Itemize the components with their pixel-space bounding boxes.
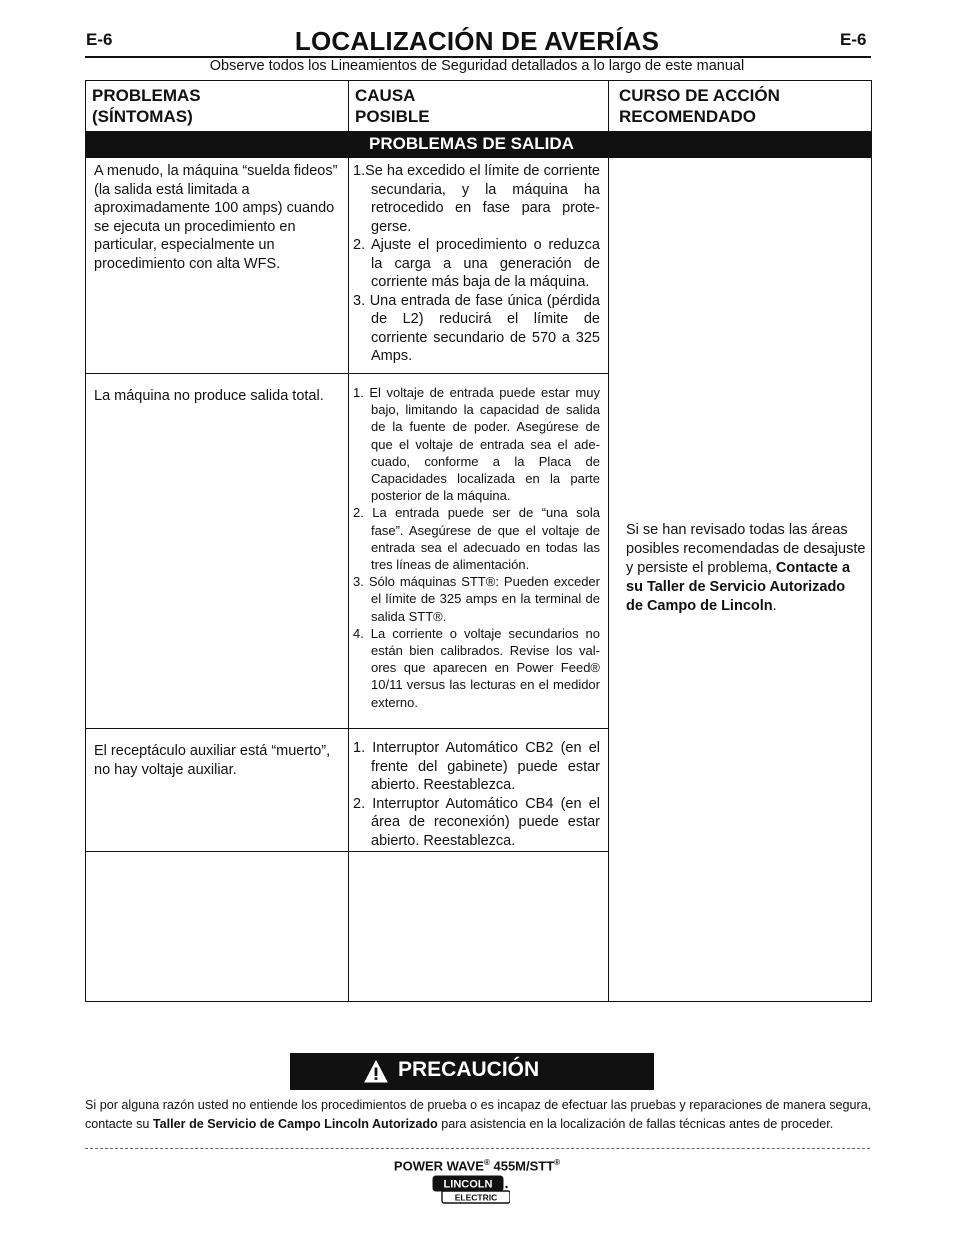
header-problems: [92, 85, 201, 127]
row2-cause-3: 3. Sólo máquinas STT®: Pueden exceder el límite de 325 amps en la terminal de salida STT®.: [353, 574, 600, 624]
product-name-b: 455M/STT: [489, 1158, 555, 1174]
page-subtitle: Observe todos los Lineamientos de Seguridad detallados a lo largo de este manual: [209, 58, 745, 74]
row2-causes: [353, 384, 600, 711]
action-intro: Si se han revisado todas las áreas posibles recomendadas de desajuste y persiste el problema,: [626, 522, 866, 576]
registered-mark-2: ®: [554, 1158, 561, 1167]
row2-cause-2: 2. La entrada puede ser de “una sola fase”. Asegúrese de que el voltaje de entrada sea el adecuado en todas las tres líneas de alimentación.: [353, 505, 600, 573]
header-action-line1: CURSO DE ACCIÓN: [619, 86, 780, 105]
warning-icon: [364, 1060, 388, 1083]
footer-divider: [85, 1148, 870, 1149]
row3-cause-1: 1. Interruptor Automático CB2 (en el frente del gabinete) puede estar abierto. Reestablezca.: [353, 740, 600, 793]
row2-cause-1: 1. El voltaje de entrada puede estar muy bajo, limitando la capacidad de salida de la fuente de poder. Asegúrese de que el voltaje de entrada sea el adecuado, conforme a la Placa de Capacidades localizada en la parte posterior de la máquina.: [353, 385, 600, 504]
caution-text-2: para asistencia en la localización de fallas técnicas antes de proceder.: [437, 1117, 834, 1131]
row3-causes: [353, 739, 600, 850]
caution-text-1: Si por alguna razón usted no entiende los procedimientos de prueba o es incapaz de efectuar las pruebas y reparaciones de manera segura, contacte su: [85, 1098, 872, 1131]
caution-note: [85, 1096, 875, 1134]
row2-cause-4: 4. La corriente o voltaje secundarios no están bien calibrados. Revise los valores que aparecen en Power Feed® 10/11 versus las lecturas en el medidor externo.: [353, 625, 600, 710]
product-name-a: POWER WAVE: [393, 1158, 484, 1174]
row3-problem: El receptáculo auxiliar está “muerto”, no hay voltaje auxiliar.: [94, 743, 331, 778]
product-name: [0, 1158, 954, 1173]
registered-mark: ®: [483, 1158, 490, 1167]
header-cause: [355, 85, 430, 127]
troubleshooting-table: [85, 80, 872, 1002]
col-divider-2: [608, 81, 609, 1001]
section-title: PROBLEMAS DE SALIDA: [369, 134, 574, 153]
recommended-action: [626, 521, 866, 616]
row1-cause-3: 3. Una entrada de fase única (pérdida de L2) reducirá el límite de corriente secundario de 570 a 325 Amps.: [353, 292, 600, 364]
row1-causes: [353, 162, 600, 366]
header-action: [619, 85, 780, 127]
header-problems-line1: PROBLEMAS: [92, 86, 201, 105]
row1-cause-2: 2. Ajuste el procedimiento o reduzca la carga a una generación de corriente más baja de la máquina.: [353, 237, 600, 290]
page-code-right: E-6: [840, 30, 867, 49]
header-problems-line2: (SÍNTOMAS): [92, 107, 193, 126]
row-separator-1: [86, 373, 608, 374]
row-separator-3: [86, 851, 608, 852]
lincoln-electric-logo: [432, 1175, 510, 1205]
logo-lincoln-text: LINCOLN: [443, 1178, 493, 1191]
row3-cause-2: 2. Interruptor Automático CB4 (en el área de reconexión) puede estar abierto. Reestablezca.: [353, 795, 600, 849]
row-separator-2: [86, 728, 608, 729]
header-cause-line1: CAUSA: [355, 86, 416, 105]
action-contact: Contacte a su Taller de Servicio Autorizado de Campo de Lincoln: [626, 560, 851, 614]
header-action-line2: RECOMENDADO: [619, 107, 756, 126]
header-cause-line2: POSIBLE: [355, 107, 430, 126]
col-divider-1: [348, 81, 349, 1001]
logo-electric-text: ELECTRIC: [454, 1192, 498, 1203]
caution-text-bold: Taller de Servicio de Campo Lincoln Autorizado: [152, 1117, 438, 1131]
action-end: .: [772, 598, 777, 614]
page-title: LOCALIZACIÓN DE AVERÍAS: [294, 26, 660, 56]
row1-problem: A menudo, la máquina “suelda fideos” (la salida está limitada a aproximadamente 100 amps) cuando se ejecuta un procedimiento en particular, especialmente un procedimiento con alta WFS.: [94, 163, 338, 272]
page-code-left: E-6: [86, 30, 113, 49]
row1-cause-1: 1.Se ha excedido el límite de corriente secundaria, y la máquina ha retrocedido en fase para protegerse.: [353, 163, 600, 235]
caution-title: PRECAUCIÓN: [398, 1058, 540, 1081]
row2-problem: La máquina no produce salida total.: [94, 388, 324, 404]
